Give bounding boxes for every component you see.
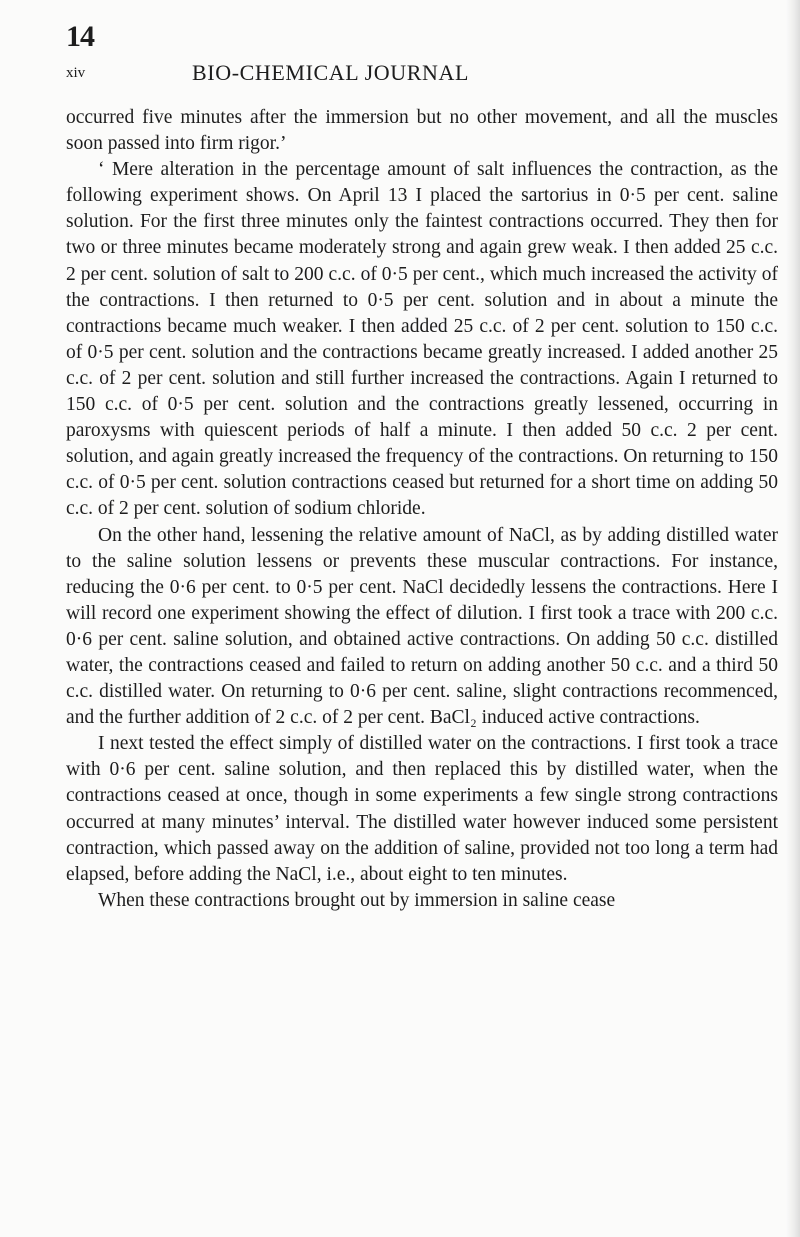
paragraph-continued: occurred five minutes after the immersion but no other movement, and all the muscles soon passed into firm rigor.’ <box>66 107 778 155</box>
roman-page-number: xiv <box>66 65 86 81</box>
paragraph-dilution: On the other hand, lessening the relative amount of NaCl, as by adding distilled water to the saline solution lessens or prevents these muscular contractions. For instance, reducing the 0·6 per cent. to 0·5 per cent. NaCl decidedly lessens the contractions. Here I will record one experiment showing the effect of dilution. I first took a trace with 200 c.c. 0·6 per cent. saline solution, and obtained active contractions. On adding 50 c.c. distilled water, the contractions ceased and failed to return on adding another 50 c.c. and a third 50 c.c. distilled water. On returning to 0·6 per cent. saline, slight contractions recommenced, and the further addition of 2 c.c. of 2 per cent. BaCl₂ induced active contractions. <box>66 524 778 729</box>
paragraph-salt-percentage: ‘ Mere alteration in the percentage amount of salt influences the contraction, as the following experiment shows. On April 13 I placed the sartorius in 0·5 per cent. saline solution. For the first three minutes only the faintest contractions occurred. They then for two or three minutes became moderately strong and again grew weak. I then added 25 c.c. 2 per cent. solution of salt to 200 c.c. of 0·5 per cent., which much increased the activity of the contractions. I then returned to 0·5 per cent. solution and in about a minute the contractions became much weaker. I then added 25 c.c. of 2 per cent. solution to 150 c.c. of 0·5 per cent. solution and the contractions became greatly increased. I added another 25 c.c. of 2 per cent. solution and still further increased the contractions. Again I returned to 150 c.c. of 0·5 per cent. solution and the contractions greatly lessened, occurring in paroxysms with quiescent periods of half a minute. I then added 50 c.c. 2 per cent. solution, and again greatly increased the frequency of the contractions. On returning to 150 c.c. of 0·5 per cent. solution contractions ceased but returned for a short time on adding 50 c.c. of 2 per cent. solution of sodium chloride. <box>66 159 778 520</box>
page-header <box>66 60 766 85</box>
paragraph-distilled-water: I next tested the effect simply of distilled water on the contractions. I first took a trace with 0·6 per cent. saline solution, and then replaced this by distilled water, when the contractions ceased at once, though in some experiments a few single strong contractions occurred at many minutes’ interval. The distilled water however induced some persistent contraction, which passed away on the addition of saline, provided not too long a term had elapsed, before adding the NaCl, i.e., about eight to ten minutes. <box>66 733 778 885</box>
folio-label: 14 <box>66 20 94 53</box>
body-text <box>66 105 778 914</box>
scan-shadow <box>786 0 800 1237</box>
paragraph-final: When these contractions brought out by immersion in saline cease <box>98 889 616 911</box>
running-head: BIO-CHEMICAL JOURNAL <box>192 60 470 85</box>
